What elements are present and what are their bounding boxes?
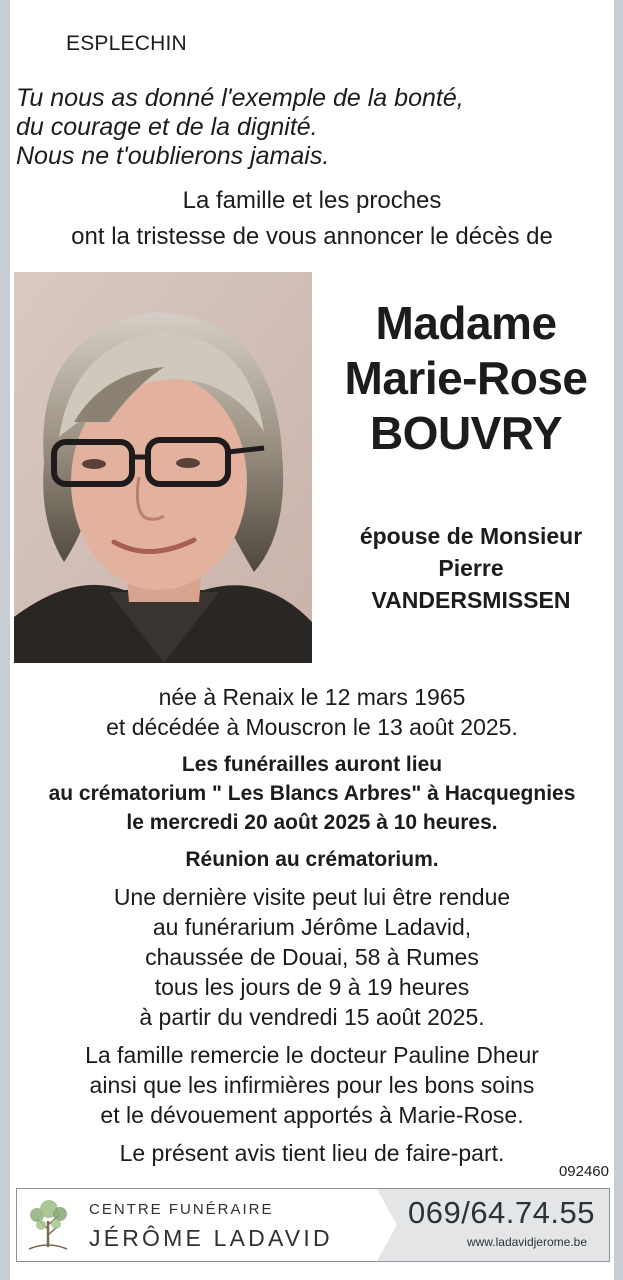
death-notice	[10, 0, 614, 1280]
closing-line: Le présent avis tient lieu de faire-part.	[119, 1140, 505, 1166]
quote-line: Nous ne t'oublierons jamais.	[16, 142, 330, 170]
meeting-line: Réunion au crématorium.	[185, 848, 439, 871]
brand-subtitle: CENTRE FUNÉRAIRE	[89, 1201, 274, 1218]
brand-name: JÉRÔME LADAVID	[89, 1225, 333, 1251]
funeral-home-banner	[16, 1188, 610, 1262]
deceased-name	[318, 296, 614, 461]
funeral-line: le mercredi 20 août 2025 à 10 heures.	[126, 811, 498, 834]
tree-logo-icon	[23, 1195, 73, 1253]
visit-line: tous les jours de 9 à 19 heures	[154, 974, 470, 1000]
reference-number: 092460	[558, 1163, 609, 1180]
visit-line: à partir du vendredi 15 août 2025.	[139, 1004, 485, 1030]
memorial-quote	[16, 84, 464, 171]
spouse-line: Pierre	[438, 555, 504, 581]
visit-line: Une dernière visite peut lui être rendue	[113, 884, 511, 910]
spouse-line: VANDERSMISSEN	[371, 587, 571, 613]
thanks-line: ainsi que les infirmières pour les bons soins	[89, 1072, 535, 1098]
funeral-line: au crématorium " Les Blancs Arbres" à Hacquegnies	[48, 782, 576, 805]
name-first: Marie-Rose	[344, 352, 588, 404]
birth-line: née à Renaix le 12 mars 1965	[158, 684, 466, 710]
spouse-line: épouse de Monsieur	[359, 523, 583, 549]
left-frame-border	[0, 0, 10, 1280]
phone-number: 069/64.74.55	[407, 1195, 595, 1230]
visit-line: chaussée de Douai, 58 à Rumes	[145, 944, 479, 970]
name-title: Madame	[375, 297, 557, 349]
thanks-line: et le dévouement apportés à Marie-Rose.	[100, 1102, 524, 1128]
intro-line: La famille et les proches	[182, 187, 442, 214]
intro-line: ont la tristesse de vous annoncer le décès de	[71, 223, 553, 250]
quote-line: Tu nous as donné l'exemple de la bonté,	[16, 84, 464, 112]
funeral-line: Les funérailles auront lieu	[181, 753, 443, 776]
portrait-photo	[14, 272, 312, 663]
quote-line: du courage et de la dignité.	[16, 113, 318, 141]
website-url: www.ladavidjerome.be	[466, 1235, 587, 1249]
banner-chevron	[337, 1189, 397, 1261]
visit-line: au funérarium Jérôme Ladavid,	[152, 914, 472, 940]
announcement-intro	[10, 183, 614, 255]
right-frame-border	[614, 0, 623, 1280]
notice-details	[10, 682, 614, 1168]
town-name: ESPLECHIN	[66, 32, 187, 55]
spouse-info	[328, 520, 614, 616]
thanks-line: La famille remercie le docteur Pauline Dheur	[85, 1042, 539, 1068]
name-last: BOUVRY	[369, 407, 563, 459]
death-line: et décédée à Mouscron le 13 août 2025.	[106, 714, 518, 740]
